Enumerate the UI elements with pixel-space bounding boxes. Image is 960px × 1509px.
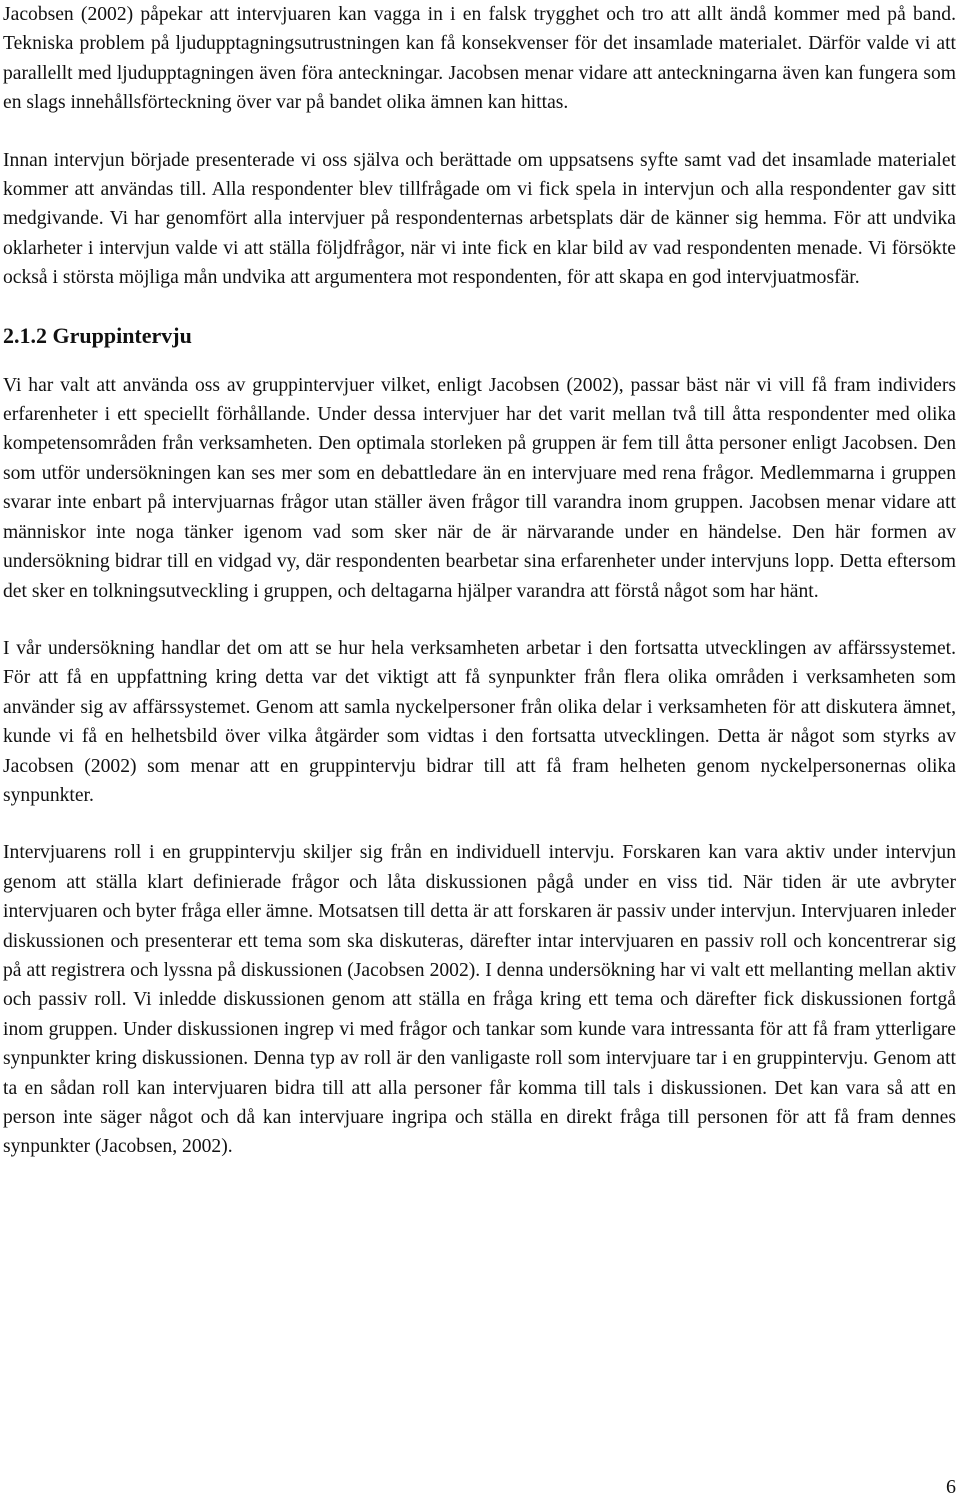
section-heading: 2.1.2 Gruppintervju xyxy=(3,322,192,348)
page-number: 6 xyxy=(946,1476,956,1498)
paragraph-our-study: I vår undersökning handlar det om att se hur hela verksamheten arbetar i den fortsatta utvecklingen av affärssystemet. För att få en uppfattning kring detta var det viktigt att få synpunkter från flera olika områden i verksamheten som använder sig av affärssystemet. Genom att samla nyckelpersoner från olika delar i verksamheten för att diskutera ämnet, kunde vi få en helhetsbild över vilka åtgärder som vidtas i den fortsatta utvecklingen. Detta är något som styrks av Jacobsen (2002) som menar att en gruppintervju bidrar till att få fram helheten genom nyckelpersonernas olika synpunkter. xyxy=(3,637,956,806)
document-page xyxy=(3,0,956,1162)
paragraph-recording-notes: Jacobsen (2002) påpekar att intervjuaren kan vagga in i en falsk trygghet och tro att allt ändå kommer med på band. Tekniska problem på ljudupptagningsutrustningen kan få konsekvenser för det insamlade materialet. Därför valde vi att parallellt med ljudupptagningen även föra anteckningar. Jacobsen menar vidare att anteckningarna även kan fungera som en slags innehållsförteckning över var på bandet olika ämnen kan hittas. xyxy=(3,4,956,114)
paragraph-interviewer-role: Intervjuarens roll i en gruppintervju skiljer sig från en individuell intervju. Forskaren kan vara aktiv under intervjun genom att ställa klart definierade frågor och låta diskussionen pågå under en viss tid. När tiden är ute avbryter intervjuaren och byter fråga eller ämne. Motsatsen till detta är att forskaren är passiv under intervjun. Intervjuaren inleder diskussionen och presenterar ett tema som ska diskuteras, därefter intar intervjuaren en passiv roll och koncentrerar sig på att registrera och lyssna på diskussionen (Jacobsen 2002). I denna undersökning har vi valt ett mellanting mellan aktiv och passiv roll. Vi inledde diskussionen genom att ställa en fråga kring ett tema och därefter fick diskussionen fortgå inom gruppen. Under diskussionen ingrep vi med frågor och tankar som kunde vara intressanta för att få fram ytterligare synpunkter kring diskussionen. Denna typ av roll är den vanligaste roll som intervjuare tar i en gruppintervju. Genom att ta en sådan roll kan intervjuaren bidra till att alla personer får komma till tals i diskussionen. Det kan vara så att en person inte säger något och då kan intervjuare ingripa och ställa en direkt fråga till personen för att få fram dennes synpunkter (Jacobsen, 2002). xyxy=(3,842,956,1158)
paragraph-group-interviews: Vi har valt att använda oss av gruppintervjuer vilket, enligt Jacobsen (2002), passar bäst när vi vill få fram individers erfarenheter i ett speciellt förhållande. Under dessa intervjuer har det varit mellan två till åtta respondenter med olika kompetensområden från verksamheten. Den optimala storleken på gruppen är fem till åtta personer enligt Jacobsen. Den som utför undersökningen kan ses mer som en debattledare än en intervjuare med rena frågor. Medlemmarna i gruppen svarar inte enbart på intervjuarnas frågor utan ställer även frågor till varandra inom gruppen. Jacobsen menar vidare att människor inte noga tänker igenom vad som sker när de är närvarande under en händelse. Den här formen av undersökning bidrar till en vidgad vy, där respondenten bearbetar sina erfarenheter under intervjuns lopp. Detta eftersom det sker en tolkningsutveckling i gruppen, och deltagarna hjälper varandra att förstå något som har hänt. xyxy=(3,374,956,602)
paragraph-interview-intro: Innan intervjun började presenterade vi oss själva och berättade om uppsatsens syfte samt vad det insamlade materialet kommer att användas till. Alla respondenter blev tillfrågade om vi fick spela in intervjun och alla respondenter gav sitt medgivande. Vi har genomfört alla intervjuer på respondenternas arbetsplats där de känner sig hemma. För att undvika oklarheter i intervjun valde vi att ställa följdfrågor, när vi inte fick en klar bild av vad respondenten menade. Vi försökte också i största möjliga mån undvika att argumentera mot respondenten, för att skapa en god intervjuatmosfär. xyxy=(3,149,956,289)
